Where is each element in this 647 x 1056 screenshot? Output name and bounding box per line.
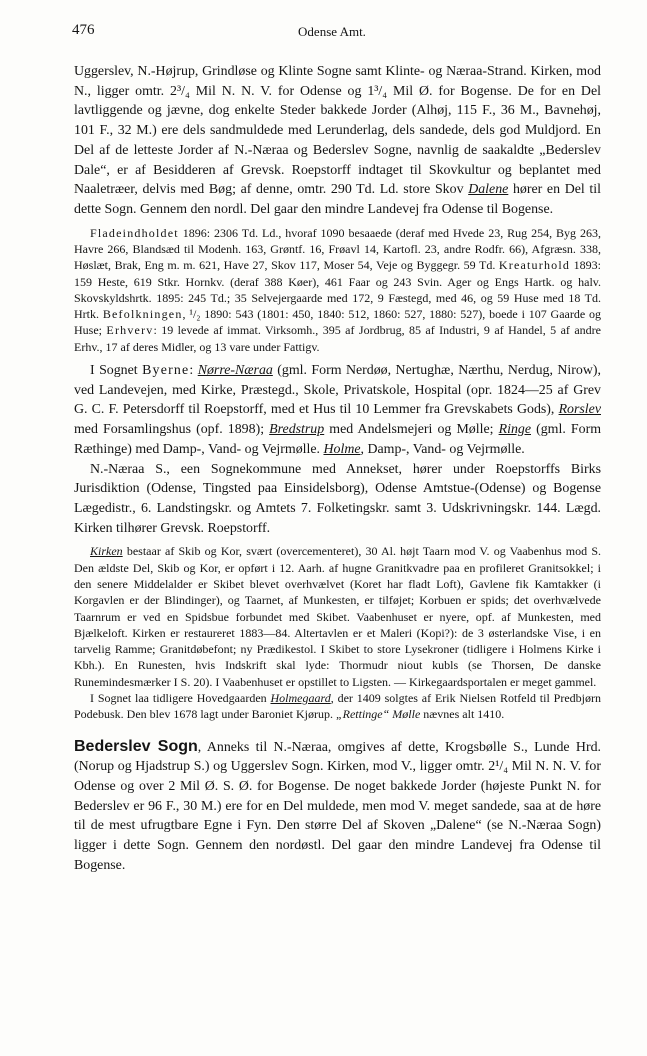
- place-dalene: Dalene: [468, 182, 509, 198]
- heading-kreaturhold: Kreaturhold: [498, 258, 571, 273]
- place-rettinge-molle: „Rettinge“ Mølle: [335, 707, 421, 722]
- heading-byerne: Byerne: [142, 363, 190, 378]
- place-ringe: Ringe: [498, 422, 531, 438]
- heading-befolkningen: Befolkningen: [102, 307, 183, 322]
- paragraph-sognekommune: N.-Næraa S., een Sognekommune med Annekset, hører under Roepstorffs Birks Jurisdiktion (Odense, Tingsted paa Einsidelsborg), Odense Amtstue-(Odense) og Bogense Lægedistr., 6. Landstingskr. og Amtets 7. Folketingskr. samt 3. Udskrivningskr. 144. Lægd. Kirken tilhører Grevsk. Roepstorff.: [74, 461, 601, 536]
- place-rorslev: Rorslev: [558, 402, 601, 418]
- heading-erhverv: Erhverv: [106, 323, 154, 338]
- place-holme: Holme: [323, 441, 361, 457]
- page-header: [72, 22, 592, 44]
- place-bredstrup: Bredstrup: [269, 422, 325, 438]
- paragraph-statistics: Fladeindholdet 1896: 2306 Td. Ld., hvoraf 1090 besaaede (deraf med Hvede 23, Rug 254, Byg 263, Havre 266, Blandsæd til Modenh. 163, Grøntf. 16, Frøavl 14, Kartofl. 23, andre Rodfr. 66), Afgræsn. 338, Høslæt, Brak, Eng m. m. 621, Have 27, Skov 117, Moser 54, Veje og Byggegr. 59 Td. Kreaturhold 1893: 159 Heste, 619 Stkr. Hornkv. (deraf 388 Køer), 461 Faar og 243 Svin. Ager og Engs Hartk. og halv. Skovskyldshrtk. 1895: 245 Td.; 35 Selvejergaarde med 172, 9 Fæstegd, med 46, og 59 Huse med 18 Td. Hrtk. Befolkningen, ¹/₂ 1890: 543 (1801: 450, 1840: 512, 1860: 527, 1880: 527), boede i 107 Gaarde og Huse; Erhverv: 19 levede af immat. Virksomh., 395 af Jordbrug, 85 af Industri, 9 af Handel, 5 af andre Erhv., 17 af deres Midler, og 13 vare under Fattigv.: [74, 225, 601, 354]
- page-number: 476: [72, 22, 95, 38]
- running-title: Odense Amt.: [298, 24, 366, 39]
- paragraph-uggerslev: Uggerslev, N.-Højrup, Grindløse og Klinte Sogne samt Klinte- og Næraa-Strand. Kirken, mod N., ligger omtr. 2³/₄ Mil N. N. V. for Odense og 1³/₄ Mil Ø. for Bogense. De for en Del lavtliggende og jævne, dog enkelte Steder bakkede Jorder (Alhøj, 115 F., 36 M., Bavnehøj, 101 F., 32 M.) ere dels sandmuldede med Lerunderlag, dels sandede, dels god Muldjord. En Del af de letteste Jorder af N.-Næraa og Bederslev Sogne, navnlig de saakaldte „Bederslev Dale“, er af Besidderen af Grevsk. Roepstorff indtaget til Skovkultur og beplantet med Naaletræer, delvis med Bøg; af denne, omtr. 290 Td. Ld. store Skov Dalene hører en Del til dette Sogn. Gennem den nordl. Del gaar den mindre Landevej fra Odense til Bogense.: [74, 64, 601, 217]
- paragraph-byerne: I Sognet Byerne: Nørre-Næraa (gml. Form Nerdøø, Nertughæ, Nærthu, Nerdug, Nirow), ved Landevejen, med Kirke, Præstegd., Skole, Privatskole, Hospital (opr. 1824—25 af Grev G. C. F. Petersdorff til Roepstorff, med et Hus til 10 Lemmer fra Grevskabets Gods), Rorslev med Forsamlingshus (opf. 1898); Bredstrup med Andelsmejeri og Mølle; Ringe (gml. Form Ræthinge) med Damp-, Vand- og Vejrmølle. Holme, Damp-, Vand- og Vejrmølle.: [74, 363, 601, 457]
- paragraph-bederslev: Bederslev Sogn, Anneks til N.-Næraa, omgives af dette, Krogsbølle S., Lunde Hrd. (Norup og Hjadstrup S.) og Uggerslev Sogn. Kirken, mod V., ligger omtr. 2¹/₄ Mil N. N. V. for Odense og over 2 Mil Ø. S. Ø. for Bogense. De noget bakkede Jorder (højeste Punkt N. for Bederslev er 96 F., 30 M.) ere for en Del muldede, men mod V. meget sandede, saa at de høre til de mest ufrugtbare Egne i Fyn. Den større Del af Skoven „Dalene“ (se N.-Næraa Sogn) ligger i dette Sogn. Gennem den nordøstl. Del gaar den mindre Landevej fra Odense til Bogense.: [74, 737, 601, 873]
- heading-kirken: Kirken: [90, 544, 123, 559]
- place-norre-naeraa: Nørre-Næraa: [197, 363, 273, 378]
- place-holmegaard: Holmegaard: [270, 691, 331, 705]
- paragraph-kirken: Kirken bestaar af Skib og Kor, svært (overcementeret), 30 Al. højt Taarn mod V. og Vaabenhus mod S. Den ældste Del, Skib og Kor, er opført i 12. Aarh. af hugne Granitkvadre paa en profileret Granitsokkel; i den senere Middelalder er Skibet blevet overhvælvet (Koret har fladt Loft), Gavlene fik Kamtakker (i Korgavlen er der Blindinger), og Taarnet, af Munkesten, er tilføjet; Korbuen er spids; det overhvælvede Taarnrum er ved en Spidsbue forbundet med Skibet. Vaabenhuset er nyere, opf. af Munkesten, med Bjælkeloft. Kirken er restaureret 1883—84. Altertavlen er et Maleri (Kopi?): de 3 østerlandske Vise, i en tarvelig Ramme; Granitdøbefont; ny Prædikestol. I Skibet to store Lysekroner (tidligere i Holmens Kirke i Kbh.). En Runesten, hvis Indskrift skal lyde: Thormudr niout kubls (se Thorsen, De danske Runemindesmærker I S. 20). I Vaabenhuset er opstillet to Ligsten. — Kirkegaardsportalen er meget gammel.: [74, 544, 601, 689]
- heading-fladeindholdet: Fladeindholdet: [90, 225, 179, 240]
- page-body: [74, 62, 601, 876]
- paragraph-hovedgaarden: I Sognet laa tidligere Hovedgaarden Holmegaard, der 1409 solgtes af Erik Nielsen Rotfeld til Predbjørn Podebusk. Den blev 1678 lagt under Baroniet Kjørup. „Rettinge“ Mølle nævnes alt 1410.: [74, 691, 601, 722]
- heading-bederslev-sogn: Bederslev Sogn: [74, 737, 198, 755]
